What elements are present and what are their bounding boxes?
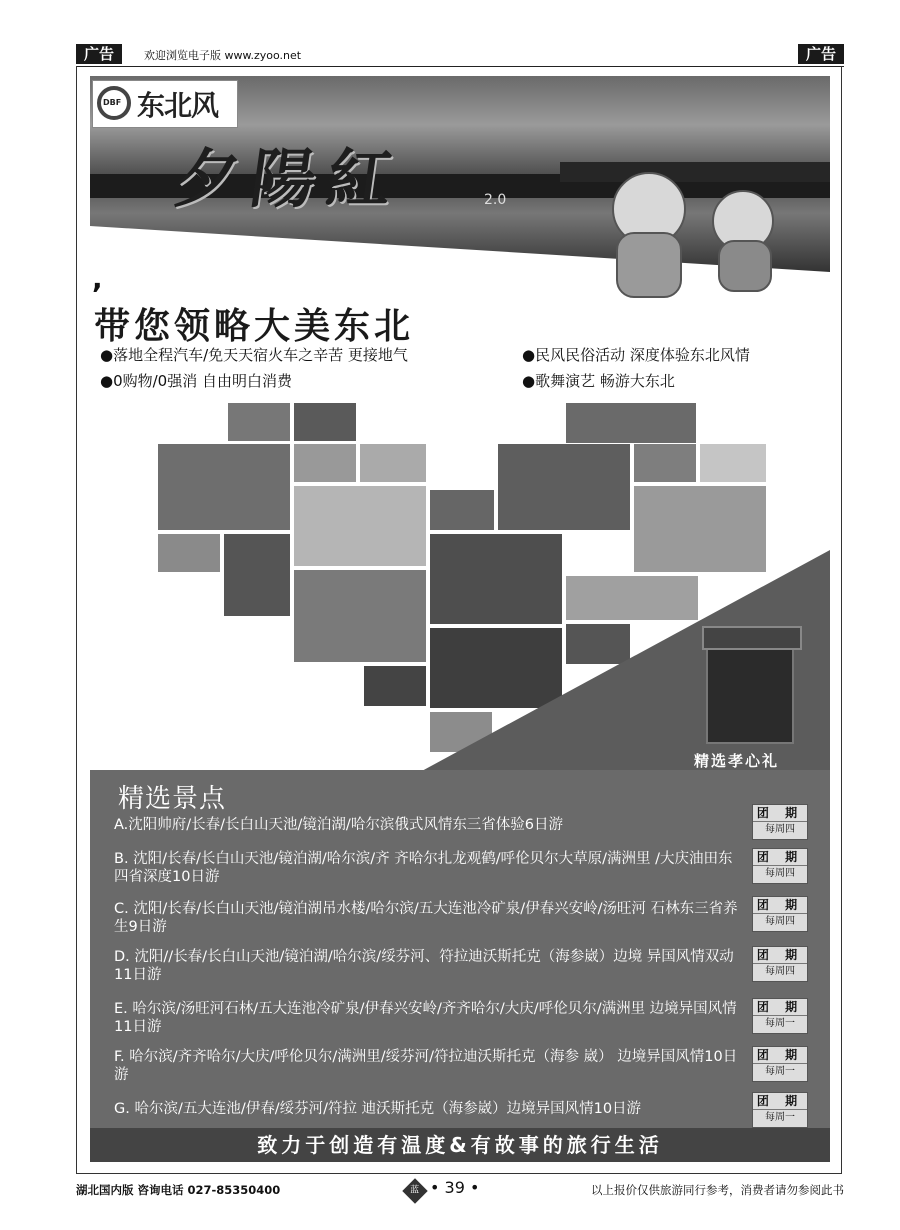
schedule-stamp: 团 期 每周一 — [752, 998, 808, 1034]
route-item: A.沈阳帅府/长春/长白山天池/镜泊湖/哈尔滨俄式风情东三省体验6日游 — [114, 817, 564, 833]
feature-item: ●民风民俗活动 深度体验东北风情 — [522, 346, 750, 364]
section-title: 精选景点 — [118, 784, 227, 814]
schedule-stamp: 团 期 每周一 — [752, 1092, 808, 1128]
headline: 带您领略大美东北 — [94, 306, 415, 347]
page-footer — [76, 1176, 844, 1202]
ad-tag-right: 广告 — [798, 44, 844, 64]
comma-mark: , — [92, 262, 103, 295]
gift-label: 精选孝心礼 — [694, 752, 780, 770]
schedule-stamp: 团 期 每周一 — [752, 1046, 808, 1082]
photo-tile — [700, 444, 766, 482]
feature-item: ●落地全程汽车/免天天宿火车之辛苦 更接地气 — [100, 346, 408, 364]
slogan-bar: 致力于创造有温度&有故事的旅行生活 — [90, 1128, 830, 1162]
schedule-stamp: 团 期 每周四 — [752, 946, 808, 982]
feature-item: ●歌舞演艺 畅游大东北 — [522, 372, 675, 390]
logo-name: 东北风 — [137, 89, 219, 122]
photo-tile — [228, 403, 290, 441]
schedule-stamp: 团 期 每周四 — [752, 804, 808, 840]
photo-tile — [498, 444, 630, 530]
banner-title: 夕陽紅 — [169, 142, 409, 217]
grandpa-body-icon — [616, 232, 682, 298]
footer-left: 湖北国内版 咨询电话 027-85350400 — [76, 1183, 281, 1197]
page-mark-icon: 蓝 — [402, 1178, 427, 1203]
photo-tile — [566, 403, 696, 443]
route-item: C. 沈阳/长春/长白山天池/镜泊湖吊水楼/哈尔滨/五大连池冷矿泉/伊春兴安岭/汤旺河 石林东三省养生9日游 — [114, 901, 738, 935]
route-item: E. 哈尔滨/汤旺河石林/五大连池冷矿泉/伊春兴安岭/齐齐哈尔/大庆/呼伦贝尔/满洲里 边境异国风情11日游 — [114, 1001, 737, 1035]
ad-tag-left: 广告 — [76, 44, 122, 64]
route-item: G. 哈尔滨/五大连池/伊春/绥芬河/符拉 迪沃斯托克（海参崴）边境异国风情10日游 — [114, 1101, 642, 1117]
route-item: F. 哈尔滨/齐齐哈尔/大庆/呼伦贝尔/满洲里/绥芬河/符拉迪沃斯托克（海参 崴） 边境异国风情10日游 — [114, 1049, 738, 1083]
footer-right: 以上报价仅供旅游同行参考，消费者请勿参阅此书 — [591, 1183, 844, 1197]
photo-tile — [158, 444, 290, 530]
schedule-stamp: 团 期 每周四 — [752, 896, 808, 932]
routes-panel — [90, 770, 830, 1162]
banner-version: 2.0 — [484, 192, 507, 208]
brand-logo — [92, 80, 238, 128]
photo-tile — [430, 490, 494, 530]
page-number: 蓝 • 39 • — [406, 1178, 479, 1200]
logo-badge: DBF — [103, 98, 122, 107]
top-bar — [76, 44, 844, 67]
photo-tile — [360, 444, 426, 482]
feature-item: ●0购物/0强消 自由明白消费 — [100, 372, 292, 390]
photo-tile — [294, 403, 356, 441]
features-left — [100, 342, 408, 394]
photo-tile — [634, 444, 696, 482]
grandma-body-icon — [718, 240, 772, 292]
route-item: B. 沈阳/长春/长白山天池/镜泊湖/哈尔滨/齐 齐哈尔扎龙观鹤/呼伦贝尔大草原/满洲里 /大庆油田东四省深度10日游 — [114, 851, 733, 885]
features-right — [522, 342, 750, 394]
route-item: D. 沈阳//长春/长白山天池/镜泊湖/哈尔滨/绥芬河、符拉迪沃斯托克（海参崴）边境 异国风情双动11日游 — [114, 949, 734, 983]
gift-box-icon — [706, 636, 794, 744]
welcome-text: 欢迎浏览电子版 www.zyoo.net — [144, 49, 302, 62]
schedule-stamp: 团 期 每周四 — [752, 848, 808, 884]
photo-tile — [294, 444, 356, 482]
logo-ring-icon — [97, 86, 131, 120]
